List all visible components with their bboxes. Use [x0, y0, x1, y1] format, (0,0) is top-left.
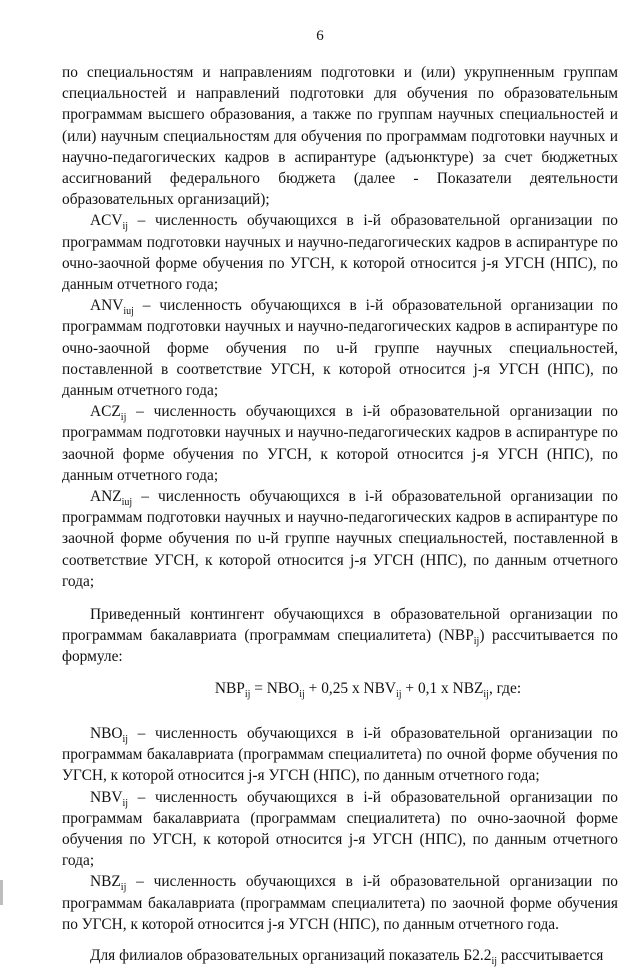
definition-nbz: $NBZ_{ij}$ – численность обучающихся в i-й образовательной организации по программам бакалавриата (программам специалитета) по заочной форме обучения по УГСН, к которой относится j-я УГСН (НПС), по данным отчетного года.	[62, 873, 618, 933]
definition-acz: $ACZ_{ij}$ – численность обучающихся в i-й образовательной организации по программам подготовки научных и научно-педагогических кадров в аспирантуре по заочной форме обучения по УГСН, к которой относится j-я УГСН (НПС), по данным отчетного года;	[62, 403, 618, 484]
contingent-paragraph: Приведенный контингент обучающихся в образовательной организации по программам бакалавриата (программам специалитета) $(NBP_{ij})$ рассчитывается по формуле:	[62, 606, 618, 666]
definition-nbv: $NBV_{ij}$ – численность обучающихся в i-й образовательной организации по программам бакалавриата (программам специалитета) по очно-заочной форме обучения по УГСН, к которой относится j-я УГСН (НПС), по данным отчетного года;	[62, 788, 618, 870]
page-number: 6	[316, 28, 324, 44]
nbp-formula: $NBP_{ij} = NBO_{ij} + 0,25$ x $NBV_{ij} + 0,1$ x $NBZ_{ij}$, где:	[214, 679, 522, 700]
definition-anv: $ANV_{iuj}$ – численность обучающихся в i-й образовательной организации по программам подготовки научных и научно-педагогических кадров в аспирантуре по очно-заочной форме обучения по u-й группе научных специальностей, поставленной в соответствие УГСН, к которой относится j-я УГСН (НПС), по данным отчетного года;	[62, 297, 618, 400]
definition-acv: $ACV_{ij}$ – численность обучающихся в i-й образовательной организации по программам подготовки научных и научно-педагогических кадров в аспирантуре по очно-заочной форме обучения по УГСН, к которой относится j-я УГСН (НПС), по данным отчетного года;	[62, 212, 618, 294]
intro-paragraph: по специальностям и направлениям подготовки и (или) укрупненным группам специальностей и направлений подготовки для обучения по образовательным программам высшего образования, а также по группам научных специальностей и (или) научным специальностям для обучения по программам подготовки научных и научно-педагогических кадров в аспирантуре (адъюнктуре) за счет бюджетных ассигнований федерального бюджета (далее - Показатели деятельности образовательных организаций);	[62, 64, 618, 209]
scan-edge-mark	[0, 880, 3, 905]
definition-nbo: $NBO_{ij}$ – численность обучающихся в i-й образовательной организации по программам бакалавриата (программам специалитета) по очной форме обучения по УГСН, к которой относится j-я УГСН (НПС), по данным отчетного года;	[62, 724, 618, 785]
definition-anz: $ANZ_{iuj}$ – численность обучающихся в i-й образовательной организации по программам подготовки научных и научно-педагогических кадров в аспирантуре по заочной форме обучения по u-й группе научных специальностей, поставленной в соответствие УГСН, к которой относится j-я УГСН (НПС), по данным отчетного года;	[62, 488, 618, 590]
branches-paragraph: Для филиалов образовательных организаций показатель $Б2.2_{ij}$ рассчитывается	[90, 946, 604, 967]
document-body	[62, 62, 618, 966]
